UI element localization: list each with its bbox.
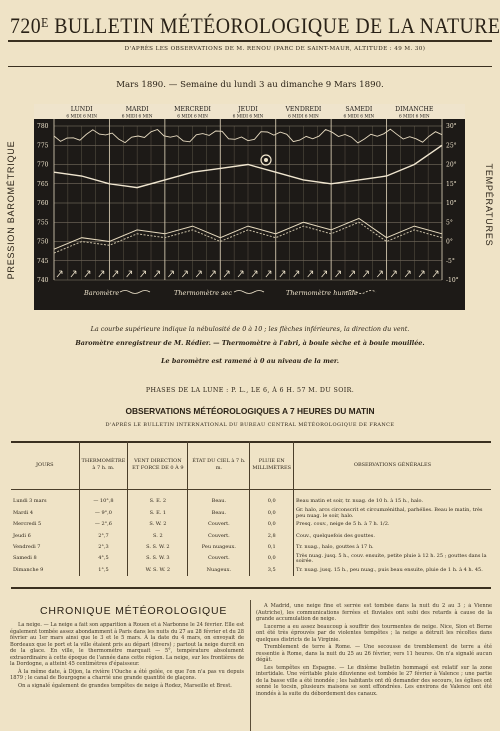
table-row (11, 542, 491, 553)
source-rule (8, 66, 492, 67)
cell-rain: 0,0 (250, 553, 294, 564)
left-tick-label: 740 (37, 277, 49, 284)
left-tick-label: 760 (37, 200, 49, 207)
hour-subtick-label: 6 MIDI 6 MIN (121, 114, 153, 120)
cell-rain: 0,0 (250, 497, 294, 508)
header-day: JOURS (11, 441, 79, 490)
observations-table (11, 441, 491, 576)
week-date-line: Mars 1890. — Semaine du lundi 3 au dimanche 9 Mars 1890. (116, 80, 384, 90)
observations-title: OBSERVATIONS MÉTÉOROLOGIQUES A 7 HEURES DU MATIN (125, 406, 375, 416)
chronique-title: CHRONIQUE MÉTÉOROLOGIQUE (40, 605, 228, 617)
cell-note: Beau matin et soir, tr. nuag. de 10 h. à 15 h., halo. (296, 498, 424, 505)
right-tick-label: -5° (446, 257, 455, 265)
cell-day: Mardi 4 (11, 508, 79, 519)
header-sky: ÉTAT DU CIEL à 7 h. m. (188, 441, 250, 490)
legend-label: Thermomètre humide (286, 289, 358, 297)
hour-subtick-label: 6 MIDI 6 MIN (177, 114, 208, 120)
cell-rain: 3,5 (250, 565, 294, 576)
table-row (11, 531, 491, 542)
cell-sky: Couvert. (188, 519, 250, 530)
hour-subtick-label: 6 MIDI 6 MIN (398, 114, 430, 120)
legend-label: Thermomètre sec (174, 289, 233, 297)
left-tick-label: 745 (37, 257, 49, 265)
column-divider (250, 600, 251, 731)
pressure-axis-label: PRESSION BAROMÉTRIQUE (6, 140, 16, 280)
day-label: MERCREDI (174, 106, 211, 113)
day-label: VENDREDI (285, 106, 322, 113)
caption-instruments: Baromètre enregistreur de M. Rédier. — Thermomètre à l'abri, à boule sèche et à boule mouillée. (75, 339, 425, 347)
header-thermometer: THERMOMÈTRE à 7 h. m. (79, 441, 128, 490)
cell-wind: S. S. W. 3 (128, 553, 188, 564)
table-header-row (11, 441, 491, 490)
cell-rain: 0,0 (250, 519, 294, 530)
cell-wind: S. S. W. 2 (128, 542, 188, 553)
cell-temp: 2°,7 (79, 531, 128, 542)
chronique-paragraph: Les tempêtes en Espagne. — Le dixième bulletin hommagé est relatif sur la zone intertidale. Une véritable pluie diluvienne est tombée le 27 février à Valence ; une partie de la basse ville a été inondée ; les habitants ont dû demander des secours, les églises ont sonné le tocsin, plusieurs maisons se sont effondrées. Les environs de Valence ont été inondés à la suite du débordement des canaux. (256, 664, 492, 697)
right-tick-label: 10° (446, 200, 457, 207)
cell-day: Mercredi 5 (11, 519, 79, 530)
cell-wind: S. W. 2 (128, 519, 188, 530)
cell-wind: S. 2 (128, 531, 188, 542)
header-notes: OBSERVATIONS GÉNÉRALES (294, 441, 492, 490)
cell-wind: S. E. 1 (128, 508, 188, 519)
cell-note: Presq. couv., neige de 5 h. à 7 h. 1/2. (296, 521, 390, 528)
right-tick-label: -10° (446, 277, 459, 284)
cell-temp: — 10°,8 (79, 497, 128, 508)
caption-nebulosity: La courbe supérieure indique la nébulosité de 0 à 10 ; les flèches inférieures, la direction du vent. (90, 325, 410, 333)
day-label: DIMANCHE (395, 106, 434, 113)
cell-wind: W. S. W. 2 (128, 565, 188, 576)
cell-sky: Couvert. (188, 531, 250, 542)
cell-day: Samedi 8 (11, 553, 79, 564)
cell-rain: 0,1 (250, 542, 294, 553)
cell-temp: 4°,5 (79, 553, 128, 564)
chronique-paragraph: On a signalé également de grandes tempêtes de neige à Rodez, Marseille et Brest. (18, 682, 232, 689)
right-tick-label: 5° (446, 219, 453, 227)
chronique-paragraph: La neige. — La neige a fait son apparition à Rouen et à Narbonne le 24 février. Elle est également tombée assez abondamment à Paris dans les nuits du 27 au 28 février et du 28 février au 1er mars ainsi que le 3 et le 5 mars. À la date du 4 mars, on envoyait de Bordeaux que le port et la ville étaient pris au départ (divers) ; partout la neige durcit en de la glace. En ville, le thermomètre marquait — 5°, température absolument extraordinaire à cette époque de l'année dans cette région. La neige, sur les frontières de la Dordogne, a atteint 45 centimètres d'épaisseur. (10, 622, 244, 667)
source-line: D'APRÈS LES OBSERVATIONS DE M. RENOU (PARC DE SAINT-MAUR, ALTITUDE : 49 M. 30) (124, 46, 426, 52)
cell-sky: Nuageux. (188, 565, 250, 576)
left-tick-label: 755 (37, 219, 49, 227)
left-tick-label: 780 (37, 123, 49, 130)
chronique-paragraph: À la même date, à Dijon, la rivière l'Ouche a été gelée, ce que l'on n'a pas vu depuis 1879 ; le canal de Bourgogne a charrié une grande quantité de glaçons. (10, 668, 244, 681)
table-row (11, 553, 491, 564)
table-row (11, 508, 491, 519)
cell-day: Vendredi 7 (11, 542, 79, 553)
cell-sky: Couvert. (188, 553, 250, 564)
day-label: SAMEDI (345, 106, 373, 113)
cell-note: Couv., quelquefois des gouttes. (296, 532, 375, 539)
day-label: MARDI (125, 106, 149, 113)
cell-day: Jeudi 6 (11, 531, 79, 542)
caption-sea-level: Le baromètre est ramené à 0 au niveau de la mer. (161, 357, 339, 365)
chronique-right-column (256, 603, 492, 730)
moon-phases: PHASES DE LA LUNE : P. L., LE 6, À 6 H. 57 M. DU SOIR. (145, 387, 355, 394)
chronique-paragraph: Tremblement de terre à Rome. — Une secousse de tremblement de terre a été ressentie à Rome, dans la nuit du 25 au 26 février, vers 11 heures. On n'a signalé aucun dégât. (256, 644, 492, 663)
temperature-axis-label: TEMPÉRATURES (484, 163, 494, 247)
right-tick-label: 15° (446, 180, 457, 188)
hour-subtick-label: 6 MIDI 6 MIN (232, 114, 264, 120)
table-row (11, 565, 491, 576)
title-rule (8, 40, 492, 42)
day-label: JEUDI (238, 106, 258, 113)
bulletin-title: 720ᴱ BULLETIN MÉTÉOROLOGIQUE DE LA NATURE (10, 13, 500, 38)
header-rain: PLUIE EN MILLIMÈTRES (250, 441, 294, 490)
left-tick-label: 750 (37, 238, 49, 246)
chronique-paragraph: À Madrid, une neige fine et serrée est tombée dans la nuit du 2 au 3 ; à Vienne (Autriche), les communications ferrées et fluviales ont subi des retards à cause de la grande accumulation de neige. (256, 603, 492, 622)
cell-sky: Peu nuageux. (188, 542, 250, 553)
cell-wind: S. E. 2 (128, 497, 188, 508)
left-tick-label: 775 (37, 142, 49, 150)
right-tick-label: 0° (446, 238, 453, 246)
cell-temp: 2°,3 (79, 542, 128, 553)
cell-note: Tr. nuag., halo, gouttes à 17 h. (296, 544, 374, 550)
right-tick-label: 25° (446, 142, 457, 150)
cell-temp: — 2°,6 (79, 519, 128, 530)
weather-chart (34, 104, 465, 310)
right-tick-label: 20° (446, 161, 457, 169)
day-label: LUNDI (70, 106, 93, 113)
cell-temp: — 9°,0 (79, 508, 128, 519)
table-row (11, 519, 491, 530)
cell-note: Tr. nuag. jusq. 15 h., peu nuag., puis beau ensuite, pluie de 1 h. à 4 h. 45. (296, 566, 483, 573)
hour-subtick-label: 6 MIDI 6 MIN (343, 114, 375, 120)
cell-sky: Beau. (188, 508, 250, 519)
cell-rain: 0,0 (250, 508, 294, 519)
left-tick-label: 770 (37, 161, 49, 169)
cell-note: Très nuag. jusq. 5 h., couv. ensuite, petite pluie à 12 h. 25 ; gouttes dans la soirée. (296, 552, 487, 565)
cell-sky: Beau. (188, 497, 250, 508)
left-tick-label: 765 (37, 180, 49, 188)
chronique-paragraph: Lucerne a eu assez beaucoup à souffrir des tourmentes de neige. Nice, Sion et Berne ont été très éprouvés par de violentes tempêtes ; la neige a détruit les récoltes dans quelques districts de la Virginie. (256, 623, 492, 643)
cell-day: Lundi 3 mars (11, 497, 79, 508)
right-tick-label: 30° (446, 123, 457, 130)
header-wind: VENT DIRECTION ET FORCE DE 0 À 9 (128, 441, 188, 490)
cell-temp: 1°,5 (79, 565, 128, 576)
chronique-left-column (10, 622, 244, 730)
cell-rain: 2,8 (250, 531, 294, 542)
sun-marker-center (264, 158, 268, 162)
cell-note: Gr. halo, arcs circonscrit et circumzénithal, parhélies. Beau le matin, très peu nuag. le soir, halo. (296, 507, 483, 519)
observations-subtitle: D'APRÈS LE BULLETIN INTERNATIONAL DU BUREAU CENTRAL MÉTÉOROLOGIQUE DE FRANCE (105, 422, 395, 428)
legend-label: Baromètre (84, 289, 120, 297)
hour-subtick-label: 6 MIDI 6 MIN (288, 114, 319, 120)
hour-subtick-label: 6 MIDI 6 MIN (66, 114, 98, 120)
cell-day: Dimanche 9 (11, 565, 79, 576)
